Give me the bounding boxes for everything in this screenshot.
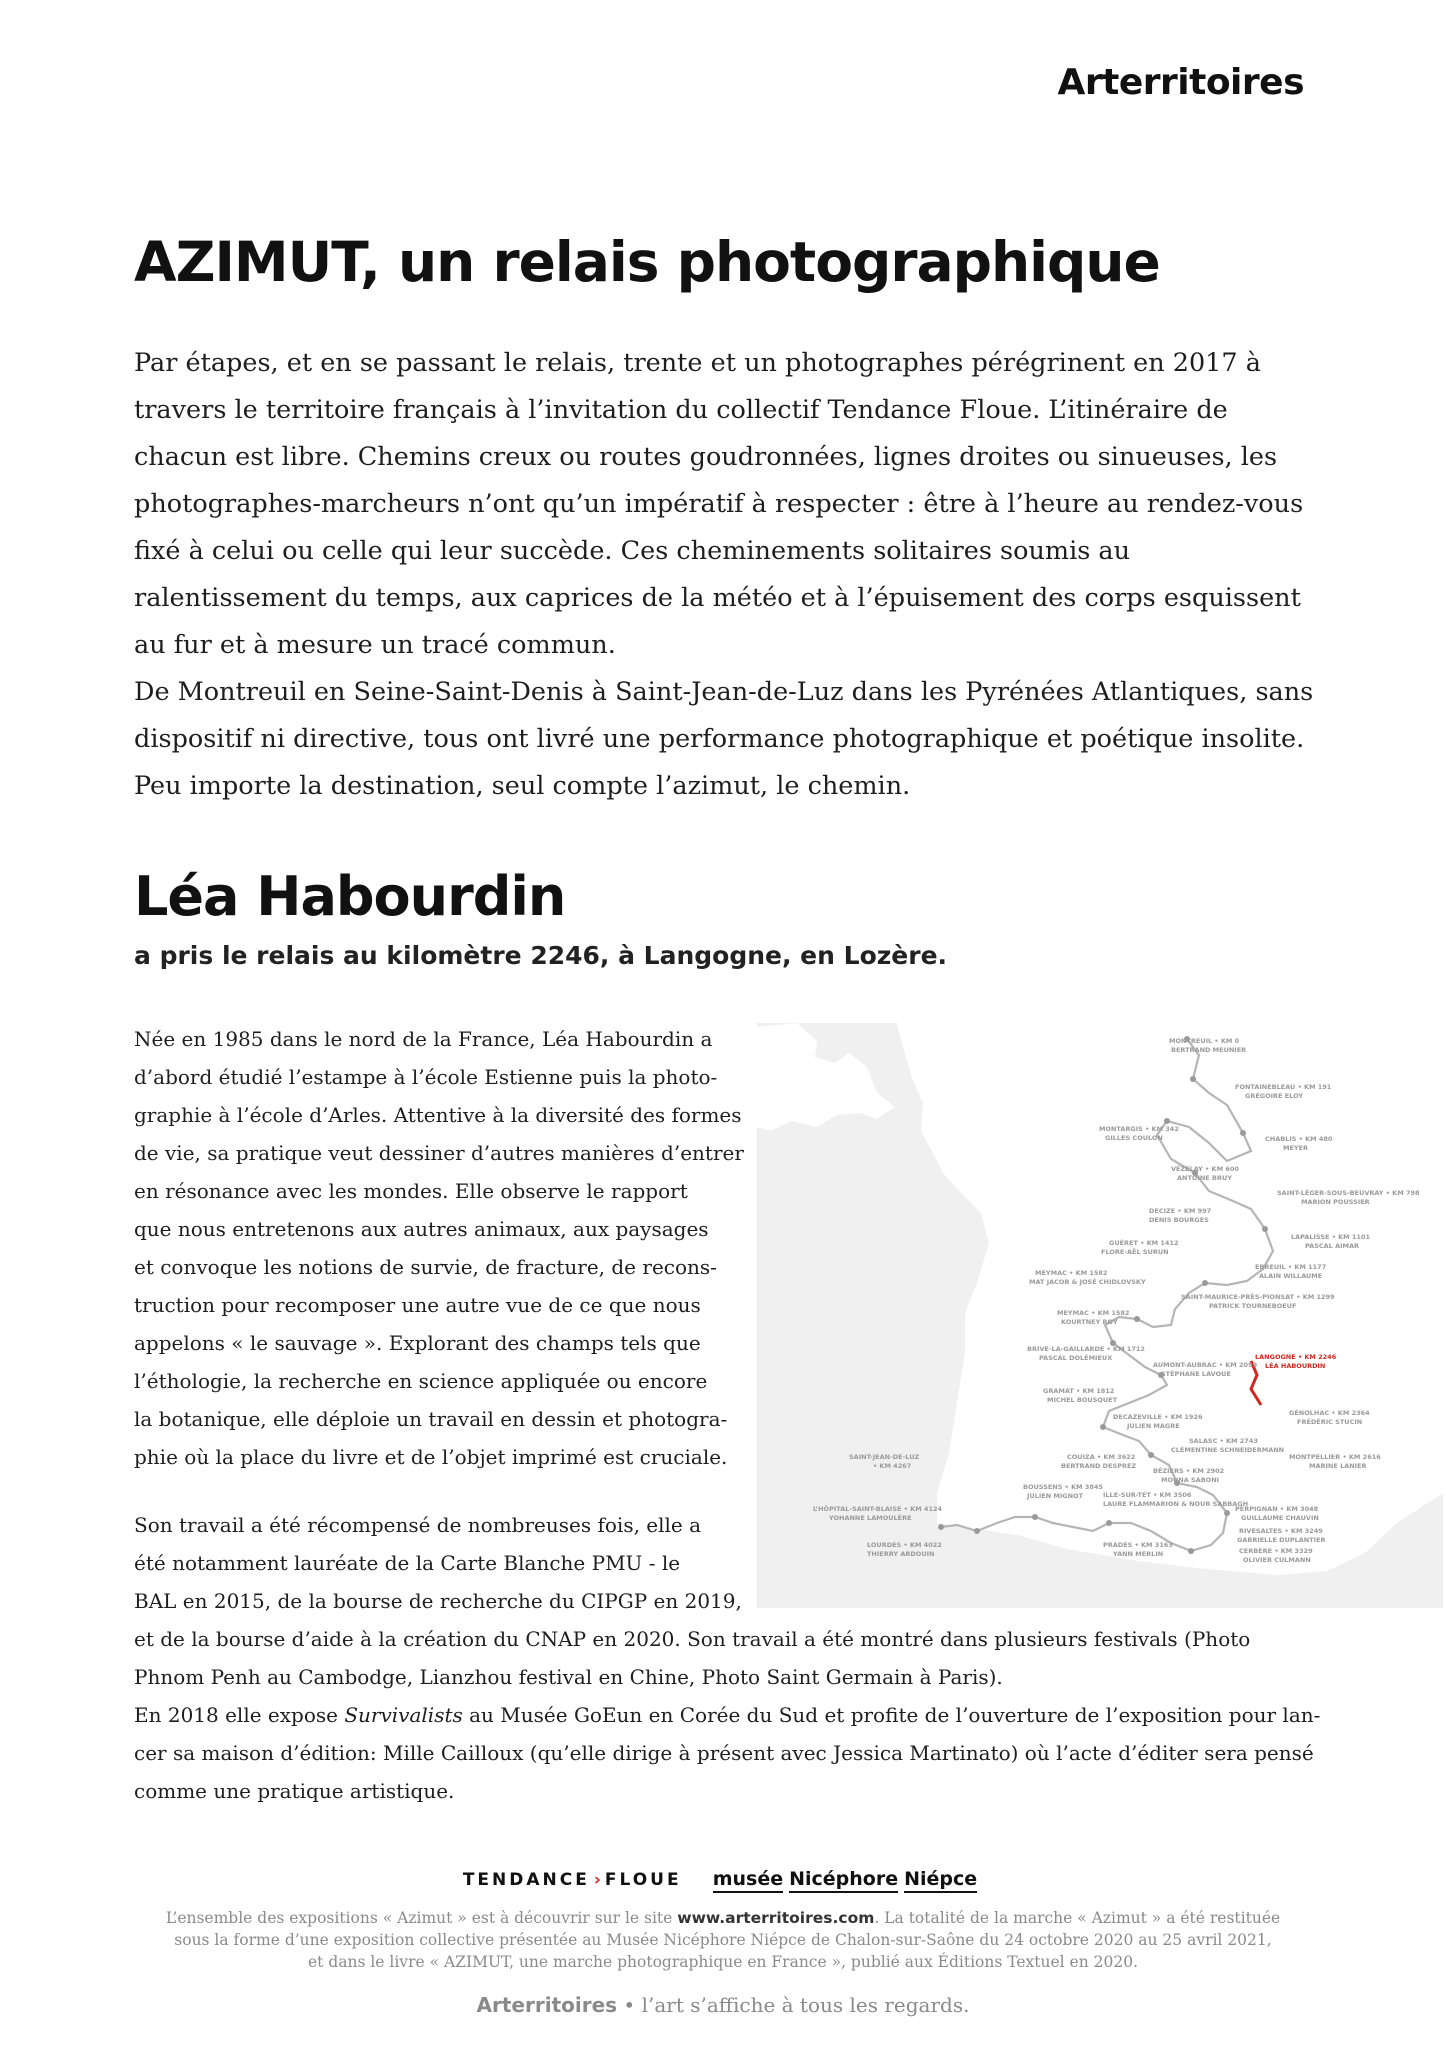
- exhibition-title: Survivalists: [344, 1703, 463, 1727]
- footer-note: [0, 1907, 1446, 1973]
- bio-line: comme une pratique artistique.: [134, 1779, 455, 1803]
- map-label: KOURTNEY ROY: [1061, 1318, 1118, 1326]
- map-label: LOURDES • KM 4022: [867, 1541, 942, 1549]
- map-label: LÉA HABOURDIN: [1265, 1362, 1326, 1370]
- logo-text: Niépce: [904, 1868, 977, 1893]
- route-stop-dot: [1164, 1118, 1170, 1124]
- map-label: DENIS BOURGES: [1149, 1216, 1209, 1224]
- footer-note-line: [0, 1907, 1446, 1929]
- map-label: GABRIELLE DUPLANTIER: [1237, 1536, 1326, 1544]
- route-map-svg: [757, 1023, 1443, 1608]
- route-stop-dot: [938, 1524, 944, 1530]
- map-label: THIERRY ARDOUIN: [867, 1550, 935, 1558]
- map-label: BERTRAND DESPREZ: [1061, 1462, 1137, 1470]
- map-label: FRÉDÉRIC STUCIN: [1297, 1418, 1363, 1426]
- route-stop-dot: [1032, 1514, 1038, 1520]
- tagline-text: l’art s’affiche à tous les regards.: [641, 1993, 970, 2017]
- map-label: JULIEN MAGRE: [1127, 1422, 1180, 1430]
- bio-text: En 2018 elle expose: [134, 1703, 345, 1727]
- map-label: GRAMAT • KM 1812: [1043, 1387, 1115, 1395]
- route-stop-dot: [974, 1528, 980, 1534]
- route-stop-dot: [1262, 1226, 1268, 1232]
- map-label: PERPIGNAN • KM 3048: [1235, 1505, 1319, 1513]
- route-map: [757, 1023, 1443, 1608]
- map-label: CLÉMENTINE SCHNEIDERMANN: [1171, 1446, 1285, 1454]
- bio-line: de vie, sa pratique veut dessiner d’autres manières d’entrer: [134, 1141, 744, 1165]
- map-label: MONTPELLIER • KM 2616: [1289, 1453, 1381, 1461]
- map-label: VÉZELAY • KM 600: [1171, 1165, 1239, 1173]
- map-label: L’HÔPITAL-SAINT-BLAISE • KM 4124: [813, 1505, 943, 1513]
- footer-tagline: [0, 1993, 1446, 2017]
- map-label: BÉZIERS • KM 2902: [1153, 1467, 1225, 1475]
- map-label: FLORE-AËL SURUN: [1101, 1248, 1169, 1256]
- map-label: GRÉGOIRE ELOY: [1245, 1092, 1304, 1100]
- logo-text: FLOUE: [604, 1870, 682, 1890]
- bio-line: été notamment lauréate de la Carte Blanche PMU - le: [134, 1551, 681, 1575]
- map-label: SALASC • KM 2743: [1189, 1437, 1258, 1445]
- musee-niepce-logo: [713, 1868, 983, 1890]
- map-label: GUÉRET • KM 1412: [1109, 1239, 1179, 1247]
- map-label: GUILLAUME CHAUVIN: [1241, 1514, 1319, 1522]
- map-label: BOUSSENS • KM 3845: [1023, 1483, 1103, 1491]
- map-label: MOUNA SABONI: [1161, 1476, 1220, 1484]
- tagline-brand: Arterritoires: [476, 1993, 618, 2017]
- bio-line: Née en 1985 dans le nord de la France, Léa Habourdin a: [134, 1027, 713, 1051]
- map-label: BRIVE-LA-GAILLARDE • KM 1712: [1027, 1345, 1145, 1353]
- map-label: PASCAL DOLÉMIEUX: [1039, 1354, 1113, 1362]
- website-link[interactable]: www.arterritoires.com: [677, 1909, 875, 1927]
- map-label: YOHANNE LAMOULÈRE: [829, 1514, 912, 1522]
- route-stop-dot: [1106, 1520, 1112, 1526]
- map-label: COUIZA • KM 3622: [1067, 1453, 1136, 1461]
- route-stop-dot: [1100, 1424, 1106, 1430]
- map-label: EBREUIL • KM 1177: [1255, 1263, 1327, 1271]
- map-label: LAPALISSE • KM 1101: [1291, 1233, 1370, 1241]
- bio-line: d’abord étudié l’estampe à l’école Estienne puis la photo-: [134, 1065, 718, 1089]
- bio-line: que nous entretenons aux autres animaux, aux paysages: [134, 1217, 709, 1241]
- tendance-floue-logo: [463, 1870, 682, 1890]
- map-label: • KM 4267: [873, 1462, 912, 1470]
- route-stop-dot: [1134, 1316, 1140, 1322]
- map-label: AUMONT-AUBRAC • KM 2099: [1153, 1361, 1258, 1369]
- bio-line: graphie à l’école d’Arles. Attentive à la diversité des formes: [134, 1103, 742, 1127]
- intro-paragraph-2: De Montreuil en Seine-Saint-Denis à Saint-Jean-de-Luz dans les Pyrénées Atlantiques, sans dispositif ni directive, tous ont livré une performance photographique et poétique insolite. Peu importe la destination, seul compte l’azimut, le chemin.: [134, 677, 1314, 801]
- map-label: JULIEN MIGNOT: [1027, 1492, 1084, 1500]
- bio-line: Phnom Penh au Cambodge, Lianzhou festival en Chine, Photo Saint Germain à Paris).: [134, 1665, 1003, 1689]
- map-label: PRADES • KM 3163: [1103, 1541, 1173, 1549]
- bio-line: la botanique, elle déploie un travail en dessin et photogra-: [134, 1407, 728, 1431]
- bio-line: cer sa maison d’édition: Mille Cailloux (qu’elle dirige à présent avec Jessica Martinato) où l’acte d’éditer sera pensé: [134, 1741, 1314, 1765]
- logo-text: Nicéphore: [789, 1868, 898, 1893]
- footer-note-line: sous la forme d’une exposition collective présentée au Musée Nicéphore Niépce de Chalon-sur-Saône du 24 octobre 2020 au 25 avril 2021,: [174, 1931, 1272, 1949]
- artist-name: Léa Habourdin: [134, 865, 566, 928]
- map-label: ANTOINE BRUY: [1177, 1174, 1232, 1182]
- map-label: LANGOGNE • KM 2246: [1255, 1353, 1337, 1361]
- intro-paragraph-1: Par étapes, et en se passant le relais, trente et un photographes pérégrinent en 2017 à travers le territoire français à l’invitation du collectif Tendance Floue. L’itinéraire de chacun est libre. Chemins creux ou routes goudronnées, lignes droites ou sinueuses, les photographes-marcheurs n’ont qu’un impératif à respecter : être à l’heure au rendez-vous fixé à celui ou celle qui leur succède. Ces cheminements solitaires soumis au ralentissement du temps, aux caprices de la météo et à l’épuisement des corps esquissent au fur et à mesure un tracé commun.: [134, 348, 1304, 660]
- page-title: AZIMUT, un relais photographique: [134, 230, 1160, 294]
- map-label: OLIVIER CULMANN: [1243, 1556, 1311, 1564]
- bio-line: phie où la place du livre et de l’objet imprimé est cruciale.: [134, 1445, 728, 1469]
- map-label: MAT JACOB & JOSÉ CHIDLOVSKY: [1029, 1278, 1146, 1286]
- map-label: MEYMAC • KM 1582: [1035, 1269, 1108, 1277]
- artist-subtitle: a pris le relais au kilomètre 2246, à Langogne, en Lozère.: [134, 941, 948, 970]
- map-label: RIVESALTES • KM 3249: [1239, 1527, 1323, 1535]
- bio-line: Son travail a été récompensé de nombreuses fois, elle a: [134, 1513, 702, 1537]
- footer-text: L’ensemble des expositions « Azimut » est à découvrir sur le site: [165, 1909, 678, 1927]
- footer-text: . La totalité de la marche « Azimut » a été restituée: [874, 1909, 1281, 1927]
- map-label: MONTREUIL • KM 0: [1169, 1037, 1240, 1045]
- bio-line: et convoque les notions de survie, de fracture, de recons-: [134, 1255, 717, 1279]
- bio-line: et de la bourse d’aide à la création du CNAP en 2020. Son travail a été montré dans plusieurs festivals (Photo: [134, 1627, 1251, 1651]
- map-label: PASCAL AIMAR: [1305, 1242, 1360, 1250]
- route-stop-dot: [1148, 1452, 1154, 1458]
- map-label: ALAIN WILLAUME: [1259, 1272, 1323, 1280]
- map-label: DECAZEVILLE • KM 1926: [1113, 1413, 1203, 1421]
- map-label: STÉPHANE LAVOUE: [1161, 1370, 1231, 1378]
- map-label: LAURE FLAMMARION & NOUR SABBAGH: [1103, 1500, 1249, 1508]
- bio-line: appelons « le sauvage ». Explorant des champs tels que: [134, 1331, 701, 1355]
- map-label: SAINT-JEAN-DE-LUZ: [849, 1453, 920, 1461]
- map-label: MONTARGIS • KM 342: [1099, 1125, 1179, 1133]
- map-label: DECIZE • KM 997: [1149, 1207, 1212, 1215]
- route-stop-dot: [1188, 1548, 1194, 1554]
- map-label: MARION POUSSIER: [1301, 1198, 1370, 1206]
- map-label: GÉNOLHAC • KM 2364: [1289, 1409, 1370, 1417]
- logo-text: musée: [713, 1868, 783, 1893]
- map-label: MICHEL BOUSQUET: [1047, 1396, 1118, 1404]
- brand-logo: Arterritoires: [1057, 62, 1304, 103]
- route-stop-dot: [1224, 1510, 1230, 1516]
- map-label: GILLES COULON: [1105, 1134, 1163, 1142]
- map-label: CERBÈRE • KM 3329: [1239, 1547, 1313, 1555]
- route-stop-dot: [1190, 1076, 1196, 1082]
- route-stop-dot: [1240, 1130, 1246, 1136]
- map-land: [757, 1023, 1443, 1575]
- map-label: MARINE LANIER: [1309, 1462, 1367, 1470]
- logo-text: TENDANCE: [462, 1870, 590, 1890]
- bio-line: en résonance avec les mondes. Elle observe le rapport: [134, 1179, 688, 1203]
- route-stop-dot: [1202, 1280, 1208, 1286]
- map-label: YANN MERLIN: [1113, 1550, 1164, 1558]
- chevron-icon: ›: [593, 1870, 601, 1890]
- bio-line: truction pour recomposer une autre vue de ce que nous: [134, 1293, 701, 1317]
- bio-line: l’éthologie, la recherche en science appliquée ou encore: [134, 1369, 708, 1393]
- map-label: BERTRAND MEUNIER: [1171, 1046, 1247, 1054]
- map-label: ILLE-SUR-TET • KM 3506: [1103, 1491, 1192, 1499]
- tagline-separator: •: [617, 1993, 642, 2017]
- map-label: SAINT-LÉGER-SOUS-BEUVRAY • KM 798: [1277, 1189, 1420, 1197]
- footer-note-line: et dans le livre « AZIMUT, une marche photographique en France », publié aux Éditions Textuel en 2020.: [307, 1953, 1139, 1971]
- map-label: MEYER: [1283, 1144, 1309, 1152]
- map-label: CHABLIS • KM 480: [1265, 1135, 1333, 1143]
- map-label: FONTAINEBLEAU • KM 191: [1235, 1083, 1332, 1091]
- bio-line: BAL en 2015, de la bourse de recherche du CIPGP en 2019,: [134, 1589, 742, 1613]
- partner-logos: [0, 1868, 1446, 1890]
- bio-line: [134, 1696, 1320, 1734]
- map-label: MEYMAC • KM 1582: [1057, 1309, 1130, 1317]
- map-label: SAINT-MAURICE-PRÈS-PIONSAT • KM 1299: [1181, 1293, 1335, 1301]
- map-label: PATRICK TOURNEBOEUF: [1209, 1302, 1297, 1310]
- bio-text: au Musée GoEun en Corée du Sud et profite de l’ouverture de l’exposition pour lan-: [462, 1703, 1321, 1727]
- intro-text: [134, 340, 1314, 810]
